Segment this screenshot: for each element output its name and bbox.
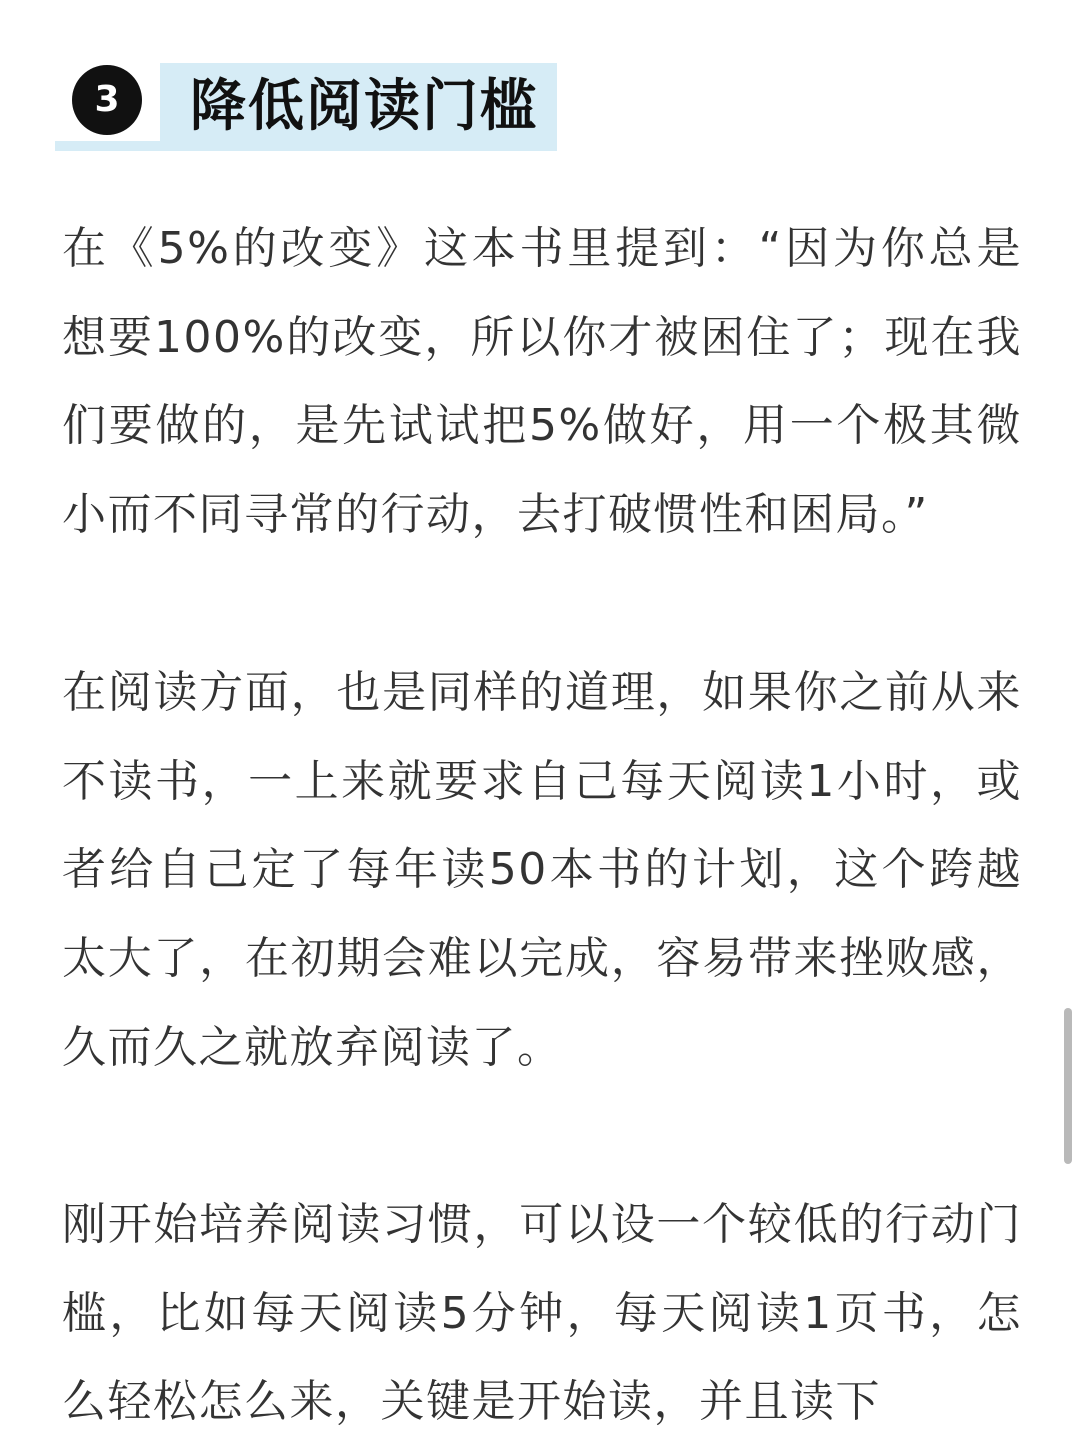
- section-number-badge: 3: [72, 65, 142, 135]
- paragraph-2: 在阅读方面，也是同样的道理，如果你之前从来不读书，一上来就要求自己每天阅读1小时，或者给自己定了每年读50本书的计划，这个跨越太大了，在初期会难以完成，容易带来挫败感，久而久之就放弃阅读了。: [62, 667, 1022, 1073]
- section-title: 降低阅读门槛: [190, 74, 538, 139]
- section-heading: [55, 63, 557, 151]
- paragraph-3: 刚开始培养阅读习惯，可以设一个较低的行动门槛，比如每天阅读5分钟，每天阅读1页书，怎么轻松怎么来，关键是开始读，并且读下: [62, 1199, 1022, 1428]
- scrollbar-thumb[interactable]: [1064, 1008, 1072, 1164]
- paragraph-1: 在《5%的改变》这本书里提到：“因为你总是想要100%的改变，所以你才被困住了；现在我们要做的，是先试试把5%做好，用一个极其微小而不同寻常的行动，去打破惯性和困局。”: [62, 223, 1022, 541]
